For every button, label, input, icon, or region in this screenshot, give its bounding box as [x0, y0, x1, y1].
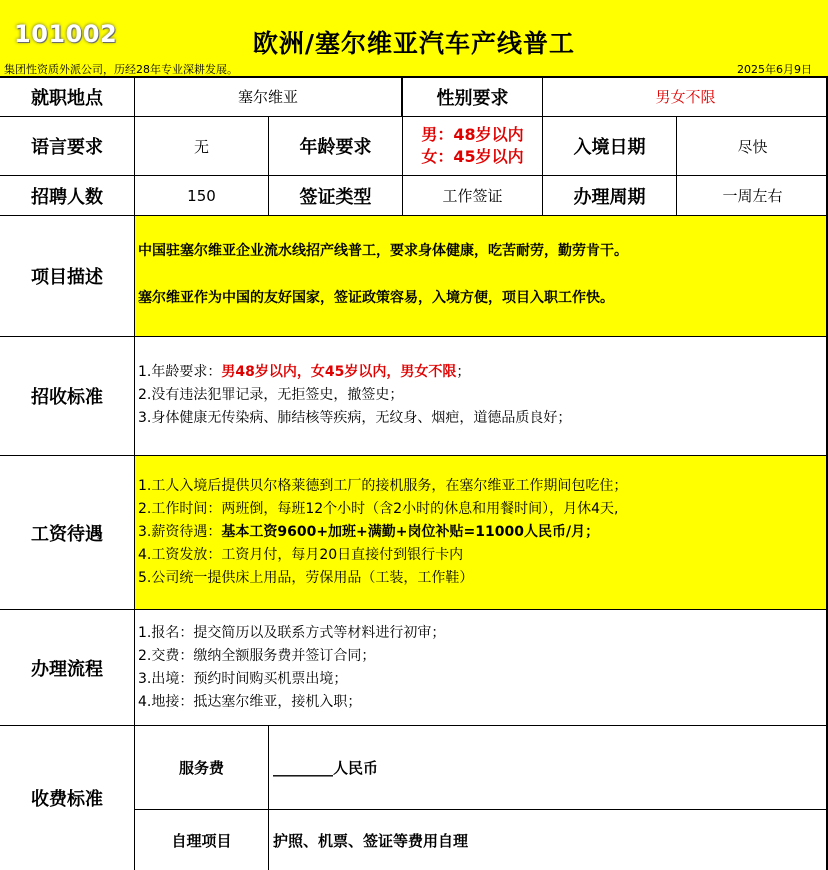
- gender-label: 性别要求: [403, 77, 543, 117]
- standard-item-2: 2.没有违法犯罪记录，无拒签史，撤签史；: [138, 387, 404, 403]
- standard-item-3: 3.身体健康无传染病、肺结核等疾病，无纹身、烟疤，道德品质良好；: [138, 410, 572, 426]
- visa-label: 签证类型: [269, 176, 403, 216]
- entry-value: 尽快: [677, 117, 828, 176]
- location-value: 塞尔维亚: [135, 77, 403, 117]
- visa-value: 工作签证: [403, 176, 543, 216]
- process-step-4: 4.地接：抵达塞尔维亚，接机入职；: [138, 694, 362, 710]
- process-step-1: 1.报名：提交简历以及联系方式等材料进行初审；: [138, 625, 446, 641]
- salary-item-1: 1.工人入境后提供贝尔格莱德到工厂的接机服务，在塞尔维亚工作期间包吃住；: [138, 478, 628, 494]
- standard-item-1-suffix: ；: [456, 364, 471, 380]
- standard-item-1-prefix: 1.年龄要求：: [138, 364, 222, 380]
- salary-item-5: 5.公司统一提供床上用品，劳保用品（工装，工作鞋）: [138, 570, 474, 586]
- salary-label: 工资待遇: [0, 456, 135, 610]
- language-value: 无: [135, 117, 269, 176]
- salary-item-3: [138, 521, 828, 544]
- project-content: [135, 216, 828, 337]
- project-label: 项目描述: [0, 216, 135, 337]
- standard-item-1: [138, 361, 828, 384]
- self-pay-label: 自理项目: [135, 810, 269, 870]
- process-step-3: 3.出境：预约时间购买机票出境；: [138, 671, 348, 687]
- age-female: 女：45岁以内: [421, 147, 524, 166]
- entry-label: 入境日期: [543, 117, 677, 176]
- service-fee-label: 服务费: [135, 726, 269, 810]
- posting-code: 101002: [14, 20, 118, 48]
- location-label: 就职地点: [0, 77, 135, 117]
- page-title: 欧洲/塞尔维亚汽车产线普工: [252, 29, 576, 58]
- gender-value: 男女不限: [543, 77, 828, 117]
- posting-date: 2025年6月9日: [737, 63, 812, 76]
- age-value: [403, 117, 543, 176]
- cycle-value: 一周左右: [677, 176, 828, 216]
- headcount-value: 150: [135, 176, 269, 216]
- age-male: 男：48岁以内: [421, 125, 524, 144]
- self-pay-value: 护照、机票、签证等费用自理: [273, 831, 469, 850]
- process-label: 办理流程: [0, 610, 135, 726]
- language-label: 语言要求: [0, 117, 135, 176]
- standard-content: [135, 337, 828, 456]
- project-line-2: 塞尔维亚作为中国的友好国家，签证政策容易，入境方便，项目入职工作快。: [138, 290, 614, 306]
- cycle-label: 办理周期: [543, 176, 677, 216]
- project-line-1: 中国驻塞尔维亚企业流水线招产线普工，要求身体健康，吃苦耐劳，勤劳肯干。: [138, 243, 628, 259]
- salary-item-4: 4.工资发放：工资月付，每月20日直接付到银行卡内: [138, 547, 464, 563]
- company-note: 集团性资质外派公司，历经28年专业深耕发展。: [4, 63, 238, 76]
- salary-content: [135, 456, 828, 610]
- age-label: 年龄要求: [269, 117, 403, 176]
- standard-item-1-highlight: 男48岁以内，女45岁以内，男女不限: [221, 364, 457, 380]
- fees-label: 收费标准: [0, 726, 135, 870]
- headcount-label: 招聘人数: [0, 176, 135, 216]
- process-step-2: 2.交费：缴纳全额服务费并签订合同；: [138, 648, 376, 664]
- process-content: [135, 610, 828, 726]
- service-fee-value: ________人民币: [269, 726, 828, 810]
- standard-label: 招收标准: [0, 337, 135, 456]
- salary-item-3-amount: 基本工资9600+加班+满勤+岗位补贴=11000人民币/月；: [221, 524, 600, 540]
- salary-item-3-prefix: 3.薪资待遇：: [138, 524, 222, 540]
- salary-item-2: 2.工作时间：两班倒，每班12个小时（含2小时的休息和用餐时间），月休4天,: [138, 501, 619, 517]
